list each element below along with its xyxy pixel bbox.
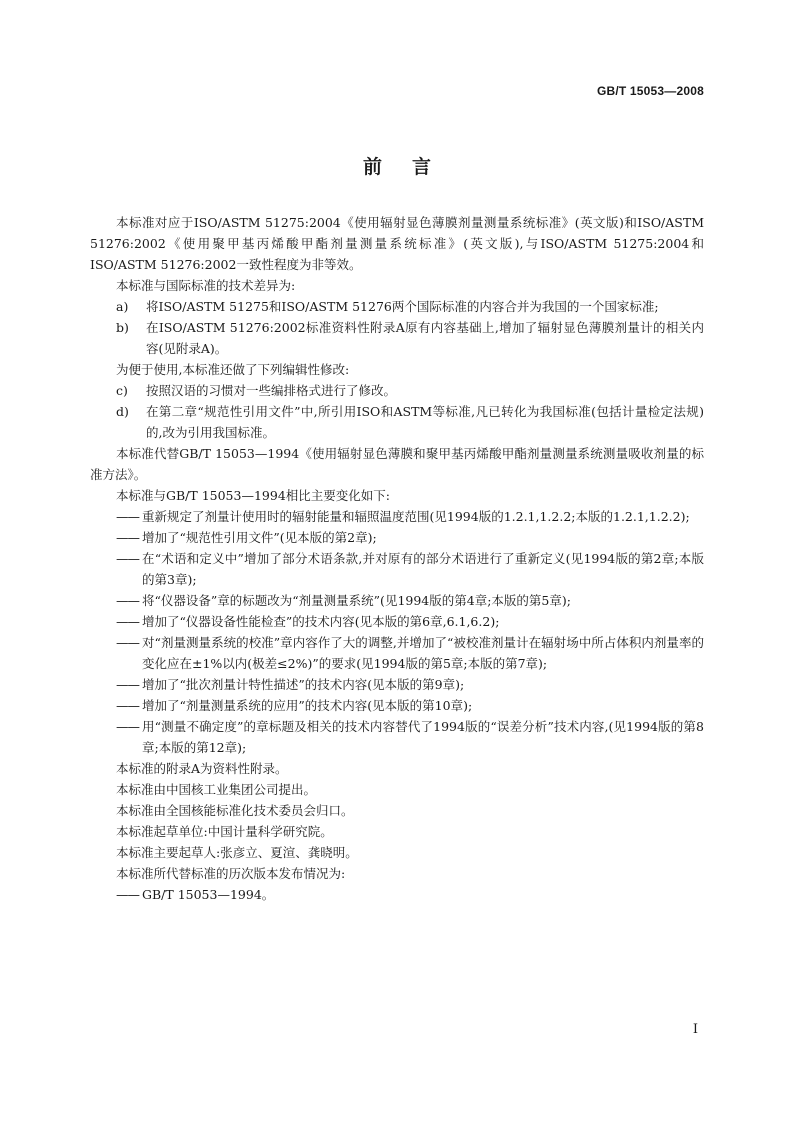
list-marker: d) [116, 404, 129, 419]
change-text: 增加了“剂量测量系统的应用”的技术内容(见本版的第10章); [142, 698, 473, 713]
change-item [90, 632, 704, 674]
list-item-text: 在第二章“规范性引用文件”中,所引用ISO和ASTM等标准,凡已转化为我国标准(包括计量检定法规)的,改为引用我国标准。 [146, 404, 704, 440]
change-item [90, 695, 704, 716]
change-text: 重新规定了剂量计使用时的辐射能量和辐照温度范围(见1994版的1.2.1,1.2.2;本版的1.2.1,1.2.2); [142, 509, 690, 524]
committee-paragraph: 本标准由全国核能标准化技术委员会归口。 [116, 803, 354, 818]
change-item [90, 674, 704, 695]
dash-marker: —— [116, 719, 139, 734]
dash-marker: —— [116, 593, 139, 608]
dash-marker: —— [116, 509, 139, 524]
change-item [90, 548, 704, 590]
dash-marker: —— [116, 551, 139, 566]
diff-lead: 本标准与国际标准的技术差异为: [116, 278, 296, 293]
change-text: 对“剂量测量系统的校准”章内容作了大的调整,并增加了“被校准剂量计在辐射场中所占体积内剂量率的变化应在±1%以内(极差≤2%)”的要求(见1994版的第5章;本版的第7章); [142, 635, 704, 671]
annex-paragraph: 本标准的附录A为资料性附录。 [116, 761, 288, 776]
changes-lead: 本标准与GB/T 15053—1994相比主要变化如下: [116, 488, 390, 503]
dash-marker: —— [116, 887, 139, 902]
dash-marker: —— [116, 614, 139, 629]
change-text: 增加了“仪器设备性能检查”的技术内容(见本版的第6章,6.1,6.2); [142, 614, 500, 629]
change-text: 增加了“批次剂量计特性描述”的技术内容(见本版的第9章); [142, 677, 465, 692]
proposer-paragraph: 本标准由中国核工业集团公司提出。 [116, 782, 317, 797]
list-marker: c) [116, 383, 128, 398]
drafting-unit-paragraph: 本标准起草单位:中国计量科学研究院。 [116, 824, 333, 839]
history-text: GB/T 15053—1994。 [142, 887, 275, 902]
list-item [90, 296, 704, 317]
change-item [90, 590, 704, 611]
page-number: I [692, 1022, 698, 1037]
change-text: 将“仪器设备”章的标题改为“剂量测量系统”(见1994版的第4章;本版的第5章); [142, 593, 571, 608]
replace-paragraph: 本标准代替GB/T 15053—1994《使用辐射显色薄膜和聚甲基丙烯酸甲酯剂量测量系统测量吸收剂量的标准方法》。 [90, 446, 704, 482]
edit-lead: 为便于使用,本标准还做了下列编辑性修改: [116, 362, 350, 377]
page-title: 前言 [362, 156, 461, 178]
list-item [90, 401, 704, 443]
list-item-text: 在ISO/ASTM 51276:2002标准资料性附录A原有内容基础上,增加了辐射显色薄膜剂量计的相关内容(见附录A)。 [146, 320, 704, 356]
change-item [90, 527, 704, 548]
drafters-paragraph: 本标准主要起草人:张彦立、夏渲、龚晓明。 [116, 845, 358, 860]
dash-marker: —— [116, 677, 139, 692]
foreword-body [90, 212, 704, 905]
change-text: 在“术语和定义中”增加了部分术语条款,并对原有的部分术语进行了重新定义(见1994版的第2章;本版的第3章); [142, 551, 704, 587]
intro-paragraph: 本标准对应于ISO/ASTM 51275:2004《使用辐射显色薄膜剂量测量系统标准》(英文版)和ISO/ASTM 51276:2002《使用聚甲基丙烯酸甲酯剂量测量系统标准》(英文版),与ISO/ASTM 51275:2004和ISO/ASTM 51276:2002一致性程度为非等效。 [90, 215, 704, 272]
dash-marker: —— [116, 698, 139, 713]
change-item [90, 716, 704, 758]
dash-marker: —— [116, 635, 139, 650]
list-item [90, 317, 704, 359]
change-text: 用“测量不确定度”的章标题及相关的技术内容替代了1994版的“误差分析”技术内容,(见1994版的第8章;本版的第12章); [142, 719, 704, 755]
change-item [90, 611, 704, 632]
change-text: 增加了“规范性引用文件”(见本版的第2章); [142, 530, 377, 545]
standard-code: GB/T 15053—2008 [596, 84, 704, 98]
list-marker: a) [116, 299, 129, 314]
history-item [90, 884, 704, 905]
list-item-text: 将ISO/ASTM 51275和ISO/ASTM 51276两个国际标准的内容合并为我国的一个国家标准; [146, 299, 659, 314]
list-item [90, 380, 704, 401]
history-lead: 本标准所代替标准的历次版本发布情况为: [116, 866, 346, 881]
dash-marker: —— [116, 530, 139, 545]
list-marker: b) [116, 320, 129, 335]
change-item [90, 506, 704, 527]
list-item-text: 按照汉语的习惯对一些编排格式进行了修改。 [146, 383, 397, 398]
